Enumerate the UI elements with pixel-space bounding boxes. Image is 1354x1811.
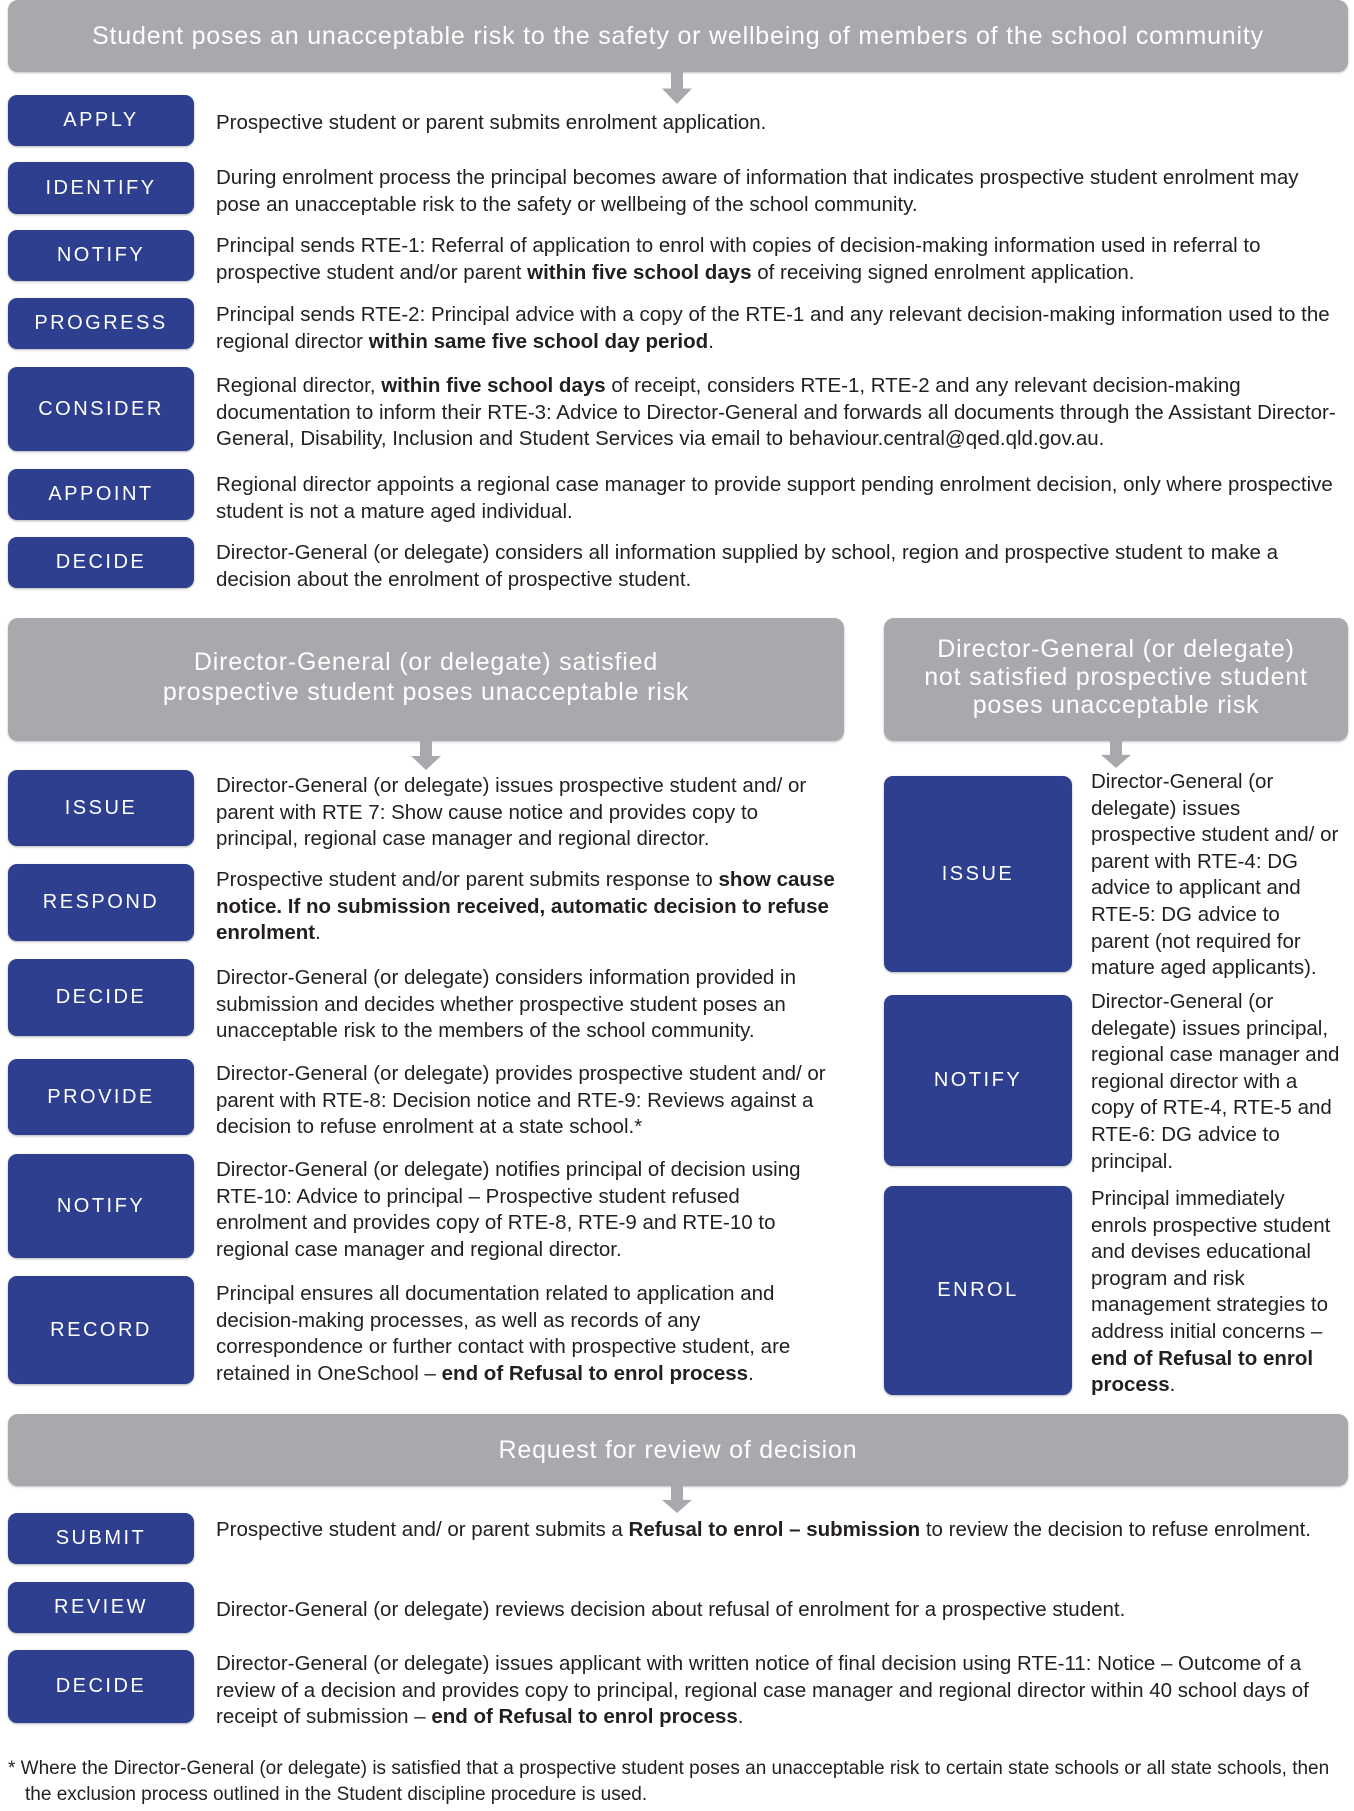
text-run: . xyxy=(315,921,321,945)
step-description-apply xyxy=(216,110,1338,137)
step-label: APPOINT xyxy=(48,483,154,505)
satisfied-step-description-notify xyxy=(216,1157,836,1263)
text-run: Director-General (or delegate) provides prospective student and/ or parent with RTE-8: Decision notice and RTE-9: Reviews against a decision to refuse enrolment at a state school.* xyxy=(216,1062,826,1139)
satisfied-step-button-notify xyxy=(8,1154,194,1258)
step-label: ISSUE xyxy=(941,862,1015,885)
step-label: ISSUE xyxy=(64,796,138,819)
not-satisfied-step-button-notify xyxy=(884,995,1072,1166)
step-label: DECIDE xyxy=(55,986,147,1008)
branch-header-not-satisfied xyxy=(884,618,1348,741)
text-run: Director-General (or delegate) notifies principal of decision using RTE-10: Advice to principal – Prospective student refused enrolment and provides copy of RTE-8, RTE-9 and RTE-10 to regional case manager and regional director. xyxy=(216,1158,801,1261)
step-label: NOTIFY xyxy=(56,244,146,266)
review-step-description-submit xyxy=(216,1517,1338,1544)
step-label: RESPOND xyxy=(42,891,160,913)
step-label: REVIEW xyxy=(54,1596,148,1618)
text-run: Prospective student or parent submits enrolment application. xyxy=(216,111,767,134)
step-description-decide xyxy=(216,540,1338,593)
text-run: of receipt, considers RTE-1, RTE-2 and any relevant decision-making documentation to inform their RTE-3: Advice to Director-General and forwards all documents through the Assistant Director-General, Disability, Inclusion and Student Services via email to behaviour.central@qed.qld.gov.au. xyxy=(216,374,1336,451)
text-run: Director-General (or delegate) issues prospective student and/ or parent with RTE 7: Show cause notice and provides copy to principal, regional case manager and regional director. xyxy=(216,774,807,851)
text-run: Director-General (or delegate) issues principal, regional case manager and regional director with a copy of RTE-4, RTE-5 and RTE-6: DG advice to principal. xyxy=(1091,990,1340,1173)
step-label: NOTIFY xyxy=(56,1194,146,1217)
text-run: of receiving signed enrolment application. xyxy=(751,260,1135,284)
step-label: PROGRESS xyxy=(34,312,168,334)
bold-text-run: within five school days xyxy=(527,260,752,284)
bold-text-run: within same five school day period xyxy=(368,329,709,353)
top-banner xyxy=(8,0,1348,72)
footnote: * Where the Director-General (or delegate) is satisfied that a prospective student poses an unacceptable risk to certain state schools or all state schools, then the exclusion process outlined in the Student discipline procedure is used. xyxy=(8,1758,1330,1805)
step-button-decide xyxy=(8,537,194,588)
branch-title-line: Director-General (or delegate) satisfied xyxy=(193,647,659,676)
branch-title-line: Director-General (or delegate) xyxy=(937,634,1295,663)
not-satisfied-step-button-issue xyxy=(884,776,1072,972)
text-run: Prospective student and/or parent submits response to xyxy=(216,868,719,891)
bold-text-run: end of Refusal to enrol process xyxy=(1091,1346,1314,1397)
step-description-consider xyxy=(216,373,1338,453)
text-run: Regional director, xyxy=(216,374,382,397)
text-run: Prospective student and/ or parent submits a xyxy=(216,1518,629,1541)
down-arrow-icon xyxy=(662,71,692,104)
step-label: ENROL xyxy=(937,1279,1019,1301)
text-run: . xyxy=(708,329,714,353)
text-run: . xyxy=(1169,1373,1176,1397)
step-label: DECIDE xyxy=(55,551,147,573)
text-run: Director-General (or delegate) considers all information supplied by school, region and prospective student to make a decision about the enrolment of prospective student. xyxy=(216,541,1279,591)
review-step-button-review xyxy=(8,1582,194,1633)
bold-text-run: Refusal to enrol – submission xyxy=(628,1518,921,1541)
branch-header-satisfied xyxy=(8,618,844,741)
bold-text-run: within five school days xyxy=(381,374,606,397)
branch-title-line: prospective student poses unacceptable risk xyxy=(162,677,690,706)
step-button-identify xyxy=(8,162,194,214)
step-button-apply xyxy=(8,95,194,146)
step-description-identify xyxy=(216,165,1338,218)
not-satisfied-step-description-enrol xyxy=(1091,1186,1343,1399)
review-step-button-submit xyxy=(8,1513,194,1564)
text-run: Regional director appoints a regional case manager to provide support pending enrolment decision, only where prospective student is not a mature aged individual. xyxy=(216,473,1333,523)
step-button-notify xyxy=(8,230,194,281)
step-label: PROVIDE xyxy=(47,1085,155,1108)
banner-title: Student poses an unacceptable risk to the safety or wellbeing of members of the school community xyxy=(92,21,1264,50)
branch-title-line: poses unacceptable risk xyxy=(972,690,1260,719)
step-description-progress xyxy=(216,302,1338,355)
review-title: Request for review of decision xyxy=(498,1435,858,1464)
satisfied-step-button-record xyxy=(8,1276,194,1384)
not-satisfied-step-button-enrol xyxy=(884,1186,1072,1395)
text-run: . xyxy=(748,1361,754,1385)
text-run: to review the decision to refuse enrolment. xyxy=(920,1518,1311,1541)
satisfied-step-button-issue xyxy=(8,770,194,846)
step-label: RECORD xyxy=(50,1318,152,1341)
step-label: APPLY xyxy=(63,109,139,131)
down-arrow-icon xyxy=(662,1485,692,1513)
not-satisfied-step-description-issue xyxy=(1091,769,1343,982)
bold-text-run: show cause notice. If no submission received, automatic decision to refuse enrolment xyxy=(216,868,835,945)
satisfied-step-description-record xyxy=(216,1281,836,1387)
text-run: Director-General (or delegate) issues applicant with written notice of final decision using RTE-11: Notice – Outcome of a review of a decision and provides copy to principal, regional case manager and regional director within 40 school days of receipt of submission – xyxy=(216,1652,1309,1729)
text-run: Director-General (or delegate) issues prospective student and/ or parent with RTE-4: DG advice to applicant and RTE-5: DG advice to parent (not required for mature aged applicants). xyxy=(1091,770,1339,980)
bold-text-run: end of Refusal to enrol process xyxy=(441,1361,749,1385)
text-run: . xyxy=(737,1705,744,1729)
text-run: Director-General (or delegate) reviews decision about refusal of enrolment for a prospective student. xyxy=(216,1598,1126,1621)
satisfied-step-description-respond xyxy=(216,867,836,947)
satisfied-step-description-issue xyxy=(216,773,836,853)
text-run: Principal sends RTE-1: Referral of application to enrol with copies of decision-making information used in referral to prospective student and/or parent xyxy=(216,234,1261,284)
branch-title-line: not satisfied prospective student xyxy=(924,662,1308,691)
step-button-consider xyxy=(8,367,194,451)
text-run: Director-General (or delegate) considers information provided in submission and decides whether prospective student poses an unacceptable risk to the members of the school community. xyxy=(216,966,796,1043)
text-run: Principal sends RTE-2: Principal advice with a copy of the RTE-1 and any relevant decision-making information used to the regional director xyxy=(216,303,1330,353)
step-button-progress xyxy=(8,298,194,349)
step-description-notify xyxy=(216,233,1338,286)
step-description-appoint xyxy=(216,472,1338,525)
down-arrow-icon xyxy=(411,740,441,770)
review-banner xyxy=(8,1414,1348,1486)
text-run: During enrolment process the principal becomes aware of information that indicates prospective student enrolment may pose an unacceptable risk to the safety or wellbeing of the school community. xyxy=(216,166,1299,216)
satisfied-step-button-provide xyxy=(8,1059,194,1135)
review-step-description-decide xyxy=(216,1651,1338,1731)
step-label: SUBMIT xyxy=(55,1527,147,1549)
review-step-description-review xyxy=(216,1597,1338,1624)
step-label: DECIDE xyxy=(55,1675,147,1697)
satisfied-step-button-decide xyxy=(8,959,194,1036)
step-button-appoint xyxy=(8,469,194,520)
text-run: Principal immediately enrols prospective student and devises educational program and risk management strategies to address initial concerns – xyxy=(1091,1187,1331,1343)
down-arrow-icon xyxy=(1101,740,1131,768)
step-label: NOTIFY xyxy=(933,1069,1023,1091)
not-satisfied-step-description-notify xyxy=(1091,989,1343,1175)
review-step-button-decide xyxy=(8,1650,194,1723)
satisfied-step-description-provide xyxy=(216,1061,836,1141)
step-label: CONSIDER xyxy=(38,397,164,420)
step-label: IDENTIFY xyxy=(45,176,157,199)
satisfied-step-description-decide xyxy=(216,965,836,1045)
satisfied-step-button-respond xyxy=(8,864,194,941)
bold-text-run: end of Refusal to enrol process xyxy=(431,1705,738,1729)
text-run: Principal ensures all documentation related to application and decision-making processes, as well as records of any correspondence or further contact with prospective student, are retained in OneSchool – xyxy=(216,1282,791,1385)
